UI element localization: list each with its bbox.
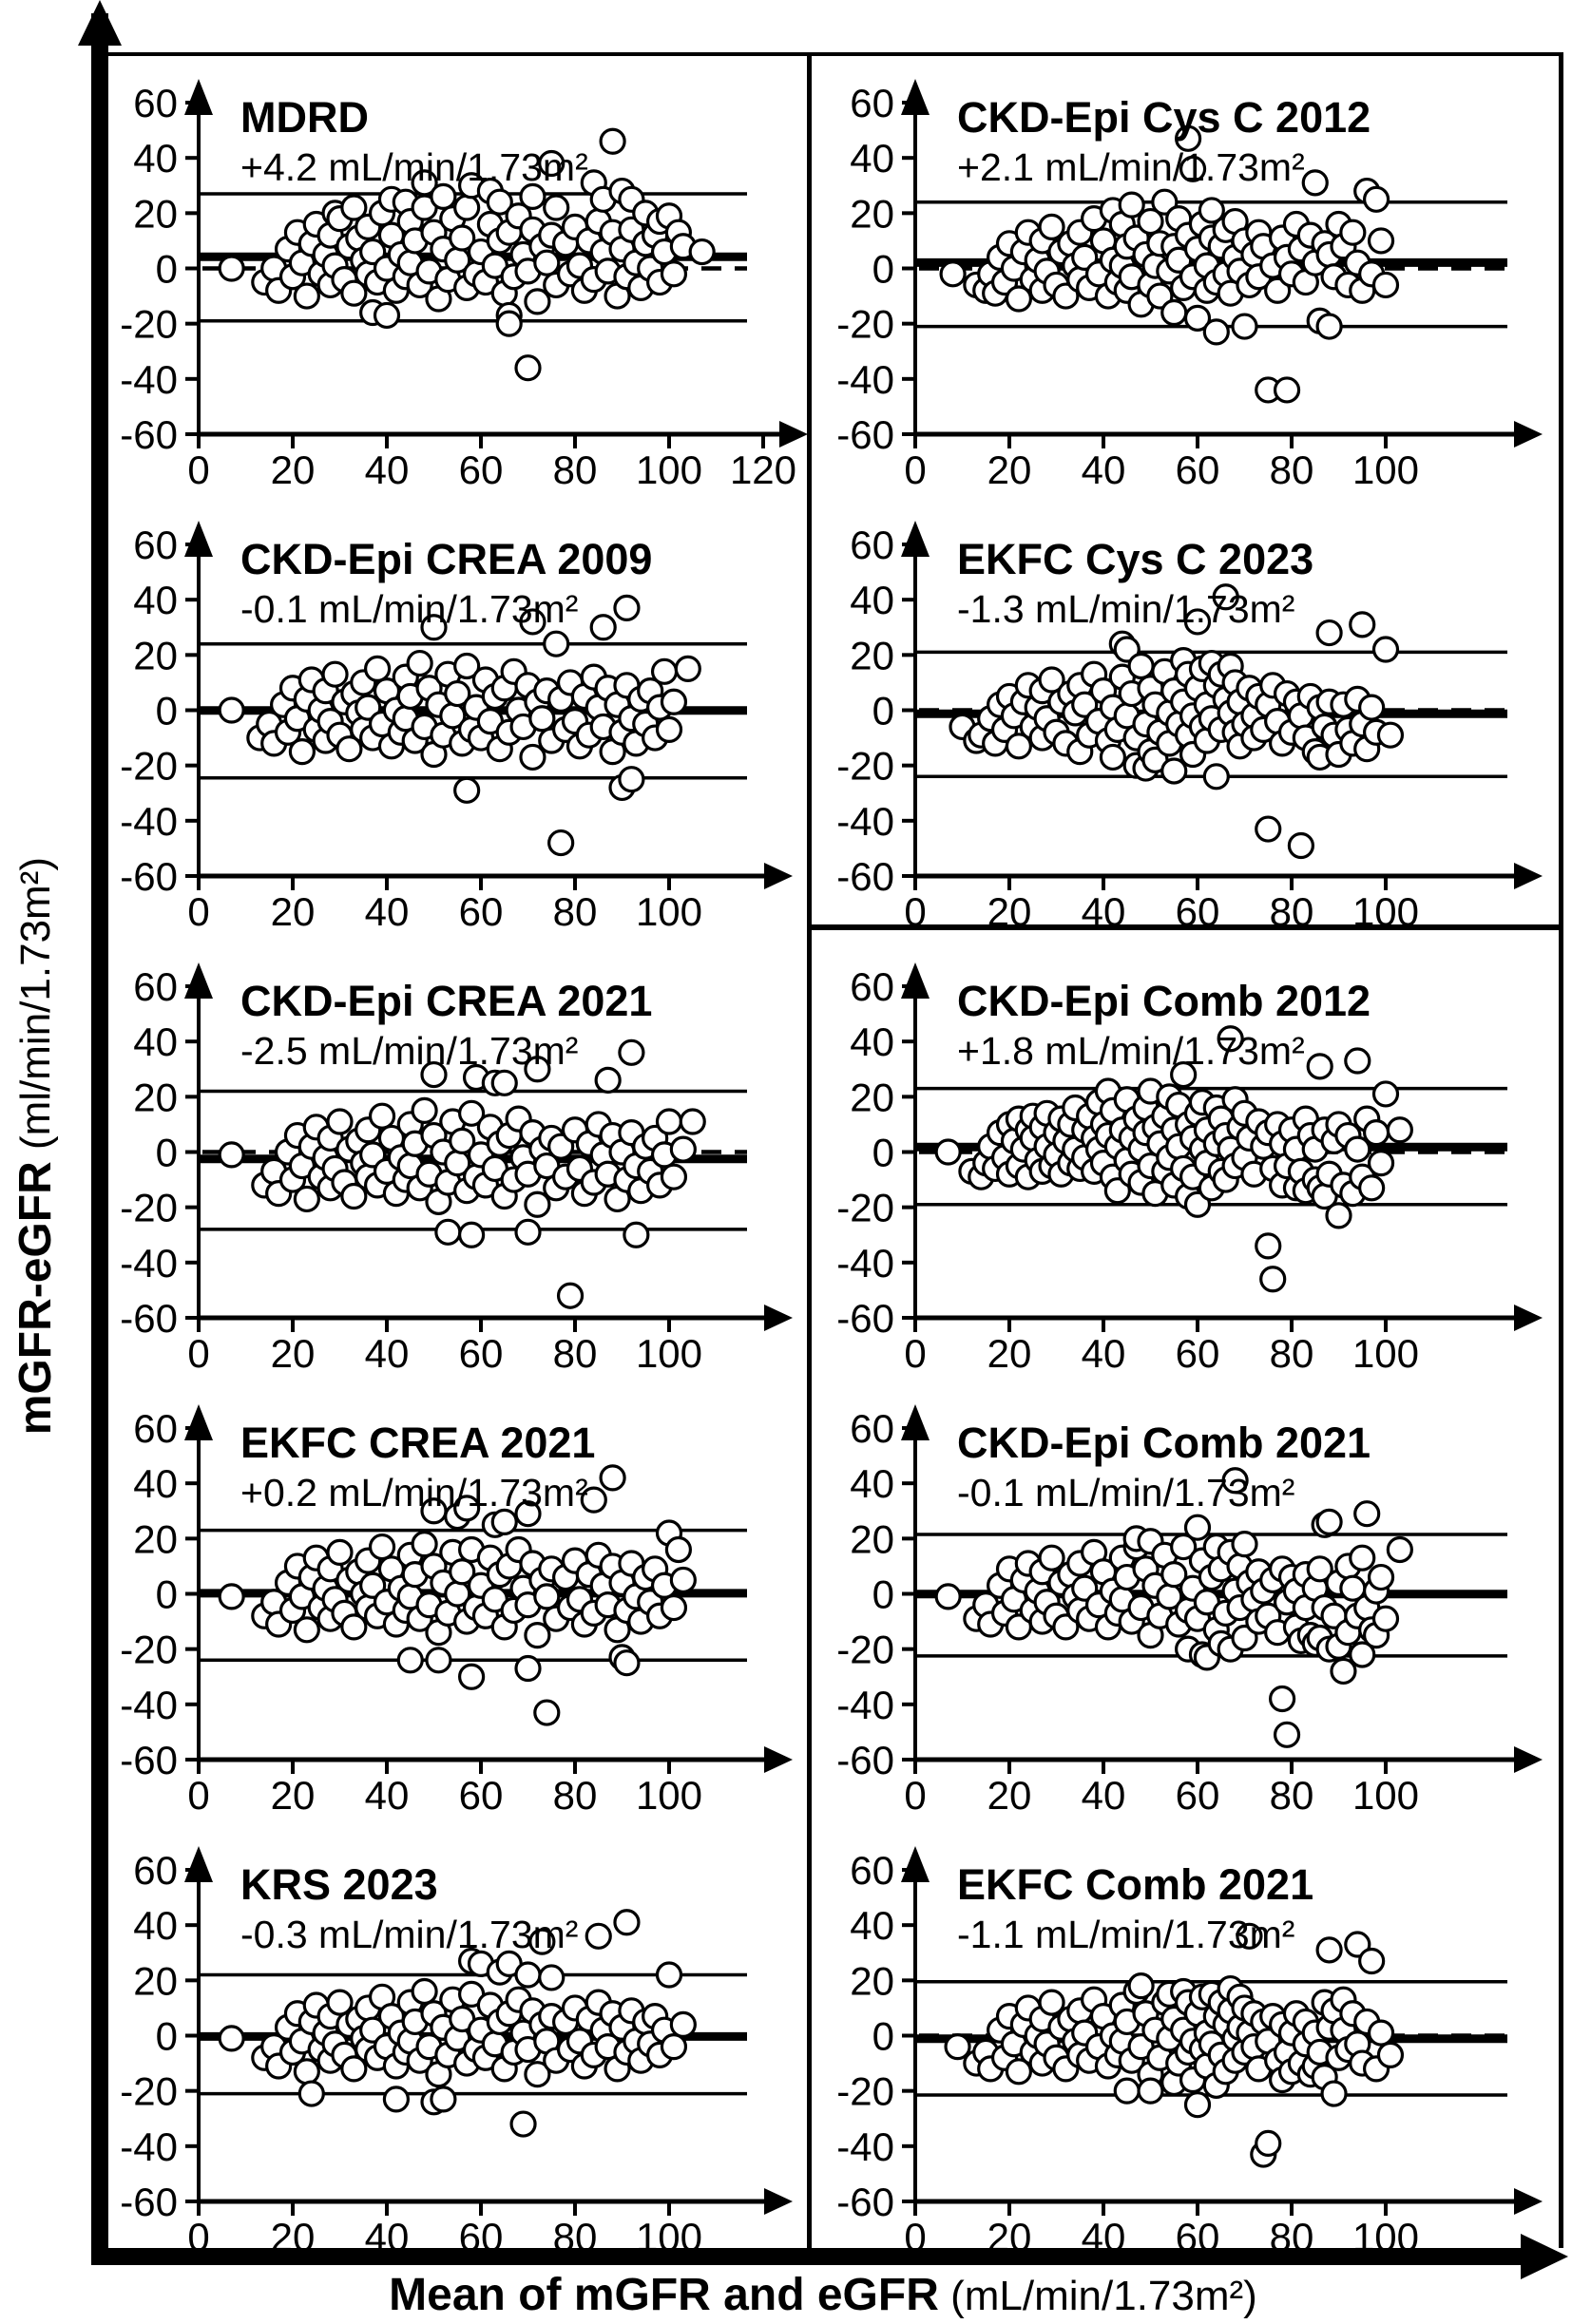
svg-text:-20: -20 <box>836 2068 894 2114</box>
svg-text:80: 80 <box>552 2215 598 2259</box>
svg-text:80: 80 <box>552 1331 598 1376</box>
panel-x-axis-arrowhead <box>1514 421 1543 448</box>
svg-text:-60: -60 <box>120 1295 178 1341</box>
x-tick-labels <box>187 1760 702 1818</box>
svg-text:-20: -20 <box>836 1185 894 1230</box>
x-tick-labels <box>187 876 702 934</box>
svg-text:80: 80 <box>1269 448 1314 492</box>
panel-title: CKD-Epi Comb 2012 <box>957 977 1371 1025</box>
svg-text:20: 20 <box>987 448 1032 492</box>
svg-text:80: 80 <box>552 889 598 934</box>
svg-text:40: 40 <box>850 1461 894 1507</box>
svg-text:20: 20 <box>850 191 894 237</box>
svg-text:-60: -60 <box>836 1737 894 1782</box>
svg-text:80: 80 <box>1269 2215 1314 2259</box>
panel-bias-label: +4.2 mL/min/1.73m² <box>240 145 588 189</box>
panel-bias-label: -1.3 mL/min/1.73m² <box>957 587 1295 631</box>
svg-text:0: 0 <box>187 889 210 934</box>
svg-text:40: 40 <box>364 889 410 934</box>
panel-bias-label: -0.1 mL/min/1.73m² <box>240 587 579 631</box>
svg-text:-40: -40 <box>120 1240 178 1286</box>
panel-bias-label: -2.5 mL/min/1.73m² <box>240 1029 579 1073</box>
svg-text:100: 100 <box>635 1331 703 1376</box>
svg-text:20: 20 <box>133 1075 178 1120</box>
panel-bias-label: +2.1 mL/min/1.73m² <box>957 145 1305 189</box>
svg-text:0: 0 <box>904 1773 927 1818</box>
svg-text:0: 0 <box>904 1331 927 1376</box>
svg-text:40: 40 <box>850 1019 894 1065</box>
svg-text:-40: -40 <box>120 1682 178 1727</box>
data-points <box>220 596 700 854</box>
svg-text:-40: -40 <box>836 2124 894 2169</box>
svg-text:40: 40 <box>850 1903 894 1949</box>
x-axis-label <box>91 2269 1555 2321</box>
svg-text:40: 40 <box>1081 1773 1126 1818</box>
svg-text:40: 40 <box>1081 2215 1126 2259</box>
svg-text:100: 100 <box>635 889 703 934</box>
svg-text:40: 40 <box>133 1019 178 1065</box>
panel-y-axis-arrowhead <box>184 1404 213 1440</box>
svg-text:0: 0 <box>187 1773 210 1818</box>
svg-text:-40: -40 <box>120 356 178 402</box>
panel-x-axis-arrowhead <box>1514 1746 1543 1773</box>
panel-ckd-epi-crea-2009 <box>108 496 807 943</box>
svg-text:40: 40 <box>850 578 894 623</box>
panel-ckd-epi-comb-2021 <box>811 1380 1560 1826</box>
svg-text:0: 0 <box>872 1572 894 1617</box>
panel-x-axis-arrowhead <box>1514 863 1543 889</box>
panel-bias-label: +1.8 mL/min/1.73m² <box>957 1029 1305 1073</box>
svg-text:20: 20 <box>133 633 178 678</box>
panel-krs-2023 <box>108 1821 807 2268</box>
panel-y-axis-arrowhead <box>184 79 213 115</box>
x-tick-labels <box>904 1760 1419 1818</box>
svg-text:0: 0 <box>155 1130 178 1175</box>
svg-text:60: 60 <box>1175 1773 1220 1818</box>
y-tick-labels <box>120 1848 199 2224</box>
y-axis-label-main: mGFR-eGFR <box>10 1161 61 1436</box>
svg-text:40: 40 <box>1081 448 1126 492</box>
svg-text:20: 20 <box>850 1958 894 2004</box>
svg-text:0: 0 <box>872 2013 894 2059</box>
panel-y-axis-arrowhead <box>901 79 930 115</box>
svg-text:-40: -40 <box>836 798 894 844</box>
panel-title: EKFC Comb 2021 <box>957 1860 1314 1909</box>
y-axis-label-unit: (ml/min/1.73m²) <box>11 857 59 1162</box>
svg-text:100: 100 <box>1352 2215 1420 2259</box>
y-tick-labels <box>836 1848 915 2224</box>
x-tick-labels <box>904 434 1419 492</box>
svg-text:100: 100 <box>635 448 703 492</box>
svg-text:40: 40 <box>850 136 894 181</box>
svg-text:60: 60 <box>133 523 178 568</box>
svg-text:-60: -60 <box>120 853 178 899</box>
panel-bias-label: +0.2 mL/min/1.73m² <box>240 1471 588 1514</box>
panel-mdrd <box>108 54 807 501</box>
svg-text:-20: -20 <box>120 301 178 347</box>
svg-text:0: 0 <box>155 1572 178 1617</box>
svg-text:0: 0 <box>904 448 927 492</box>
svg-text:60: 60 <box>458 1331 504 1376</box>
data-points <box>220 1040 704 1307</box>
svg-text:20: 20 <box>850 1075 894 1120</box>
panel-x-axis-arrowhead <box>779 421 808 448</box>
svg-text:-60: -60 <box>120 411 178 457</box>
panel-y-axis-arrowhead <box>184 1846 213 1882</box>
svg-text:100: 100 <box>1352 448 1420 492</box>
x-tick-labels <box>904 1318 1419 1376</box>
svg-text:-40: -40 <box>120 2124 178 2169</box>
svg-text:60: 60 <box>1175 1331 1220 1376</box>
y-axis-label <box>10 857 62 1435</box>
panel-x-axis-arrowhead <box>1514 2188 1543 2215</box>
svg-text:0: 0 <box>872 1130 894 1175</box>
svg-text:40: 40 <box>1081 889 1126 934</box>
svg-text:20: 20 <box>270 1331 316 1376</box>
panel-title: CKD-Epi Cys C 2012 <box>957 93 1371 142</box>
panel-y-axis-arrowhead <box>901 1404 930 1440</box>
panel-y-axis-arrowhead <box>901 1846 930 1882</box>
y-tick-labels <box>836 1406 915 1782</box>
panel-y-axis-arrowhead <box>901 521 930 557</box>
svg-text:60: 60 <box>458 448 504 492</box>
panel-ekfc-comb-2021 <box>811 1821 1560 2268</box>
svg-text:-40: -40 <box>836 1240 894 1286</box>
panel-x-axis-arrowhead <box>764 1305 793 1331</box>
panel-bias-label: -0.1 mL/min/1.73m² <box>957 1471 1295 1514</box>
svg-text:-20: -20 <box>120 2068 178 2114</box>
svg-text:0: 0 <box>904 2215 927 2259</box>
svg-text:20: 20 <box>987 889 1032 934</box>
svg-text:100: 100 <box>635 2215 703 2259</box>
svg-text:20: 20 <box>987 1773 1032 1818</box>
x-tick-labels <box>904 876 1419 934</box>
panel-x-axis-arrowhead <box>764 863 793 889</box>
svg-text:100: 100 <box>635 1773 703 1818</box>
svg-text:60: 60 <box>133 964 178 1010</box>
panel-y-axis-arrowhead <box>901 962 930 999</box>
svg-text:80: 80 <box>552 448 598 492</box>
svg-text:-40: -40 <box>120 798 178 844</box>
x-tick-labels <box>187 1318 702 1376</box>
svg-text:20: 20 <box>987 2215 1032 2259</box>
x-axis-label-unit: (mL/min/1.73m²) <box>938 2273 1257 2319</box>
svg-text:-20: -20 <box>836 1627 894 1672</box>
svg-text:40: 40 <box>133 578 178 623</box>
svg-text:40: 40 <box>364 1773 410 1818</box>
svg-text:-60: -60 <box>836 1295 894 1341</box>
svg-text:20: 20 <box>133 1958 178 2004</box>
y-axis-label-wrap <box>2 54 68 2238</box>
panel-title: EKFC Cys C 2023 <box>957 535 1314 583</box>
svg-text:40: 40 <box>133 1461 178 1507</box>
svg-text:-20: -20 <box>836 301 894 347</box>
y-tick-labels <box>836 523 915 899</box>
svg-text:20: 20 <box>270 448 316 492</box>
svg-text:60: 60 <box>1175 448 1220 492</box>
svg-text:60: 60 <box>133 81 178 126</box>
svg-text:80: 80 <box>1269 1773 1314 1818</box>
panel-title: KRS 2023 <box>240 1860 438 1909</box>
svg-text:60: 60 <box>458 1773 504 1818</box>
svg-text:80: 80 <box>1269 1331 1314 1376</box>
svg-text:-60: -60 <box>836 853 894 899</box>
y-tick-labels <box>120 81 199 457</box>
svg-text:100: 100 <box>1352 1773 1420 1818</box>
panel-ckd-epi-comb-2012 <box>811 938 1560 1384</box>
panel-title: CKD-Epi CREA 2009 <box>240 535 653 583</box>
panel-x-axis-arrowhead <box>764 2188 793 2215</box>
svg-text:40: 40 <box>364 2215 410 2259</box>
panel-bias-label: -0.3 mL/min/1.73m² <box>240 1913 579 1956</box>
svg-text:-40: -40 <box>836 1682 894 1727</box>
svg-text:20: 20 <box>270 1773 316 1818</box>
panel-bias-label: -1.1 mL/min/1.73m² <box>957 1913 1295 1956</box>
svg-text:0: 0 <box>187 2215 210 2259</box>
svg-text:60: 60 <box>1175 2215 1220 2259</box>
svg-text:20: 20 <box>133 1516 178 1562</box>
svg-text:40: 40 <box>133 136 178 181</box>
panel-title: MDRD <box>240 93 369 142</box>
svg-text:-40: -40 <box>836 356 894 402</box>
svg-text:-60: -60 <box>836 2179 894 2224</box>
svg-text:80: 80 <box>552 1773 598 1818</box>
svg-text:60: 60 <box>850 523 894 568</box>
svg-text:20: 20 <box>270 889 316 934</box>
panel-ckd-epi-cys-c-2012 <box>811 54 1560 501</box>
panel-y-axis-arrowhead <box>184 521 213 557</box>
x-axis-label-main: Mean of mGFR and eGFR <box>389 2270 939 2320</box>
y-tick-labels <box>836 964 915 1341</box>
svg-text:100: 100 <box>1352 1331 1420 1376</box>
svg-text:60: 60 <box>458 2215 504 2259</box>
svg-text:-20: -20 <box>836 743 894 789</box>
svg-text:0: 0 <box>187 1331 210 1376</box>
svg-text:20: 20 <box>850 633 894 678</box>
svg-text:60: 60 <box>133 1406 178 1452</box>
svg-text:40: 40 <box>1081 1331 1126 1376</box>
y-tick-labels <box>836 81 915 457</box>
y-tick-labels <box>120 964 199 1341</box>
svg-text:100: 100 <box>1352 889 1420 934</box>
svg-text:0: 0 <box>155 2013 178 2059</box>
svg-text:60: 60 <box>1175 889 1220 934</box>
y-tick-labels <box>120 523 199 899</box>
svg-text:-20: -20 <box>120 1185 178 1230</box>
svg-text:60: 60 <box>850 81 894 126</box>
svg-text:60: 60 <box>850 1848 894 1894</box>
svg-text:-60: -60 <box>836 411 894 457</box>
svg-text:40: 40 <box>364 448 410 492</box>
svg-text:40: 40 <box>364 1331 410 1376</box>
svg-text:0: 0 <box>872 688 894 733</box>
svg-text:120: 120 <box>729 448 797 492</box>
data-points <box>946 1924 1402 2166</box>
svg-text:40: 40 <box>133 1903 178 1949</box>
svg-text:0: 0 <box>187 448 210 492</box>
svg-text:60: 60 <box>850 964 894 1010</box>
svg-text:-60: -60 <box>120 2179 178 2224</box>
svg-text:80: 80 <box>1269 889 1314 934</box>
svg-text:-20: -20 <box>120 1627 178 1672</box>
panel-title: EKFC CREA 2021 <box>240 1419 596 1467</box>
panel-ekfc-cys-c-2023 <box>811 496 1560 943</box>
svg-text:20: 20 <box>850 1516 894 1562</box>
x-tick-labels <box>187 2201 702 2259</box>
y-tick-labels <box>120 1406 199 1782</box>
panel-ekfc-crea-2021 <box>108 1380 807 1826</box>
x-tick-labels <box>904 2201 1419 2259</box>
svg-text:20: 20 <box>133 191 178 237</box>
svg-text:20: 20 <box>270 2215 316 2259</box>
svg-text:20: 20 <box>987 1331 1032 1376</box>
svg-text:0: 0 <box>155 688 178 733</box>
svg-text:60: 60 <box>133 1848 178 1894</box>
panel-title: CKD-Epi CREA 2021 <box>240 977 653 1025</box>
svg-text:0: 0 <box>872 246 894 292</box>
svg-text:-20: -20 <box>120 743 178 789</box>
svg-text:60: 60 <box>458 889 504 934</box>
svg-text:60: 60 <box>850 1406 894 1452</box>
svg-text:0: 0 <box>155 246 178 292</box>
panel-title: CKD-Epi Comb 2021 <box>957 1419 1371 1467</box>
svg-text:0: 0 <box>904 889 927 934</box>
svg-text:-60: -60 <box>120 1737 178 1782</box>
panel-ckd-epi-crea-2021 <box>108 938 807 1384</box>
panel-x-axis-arrowhead <box>1514 1305 1543 1331</box>
x-tick-labels <box>187 434 796 492</box>
panel-x-axis-arrowhead <box>764 1746 793 1773</box>
panel-y-axis-arrowhead <box>184 962 213 999</box>
